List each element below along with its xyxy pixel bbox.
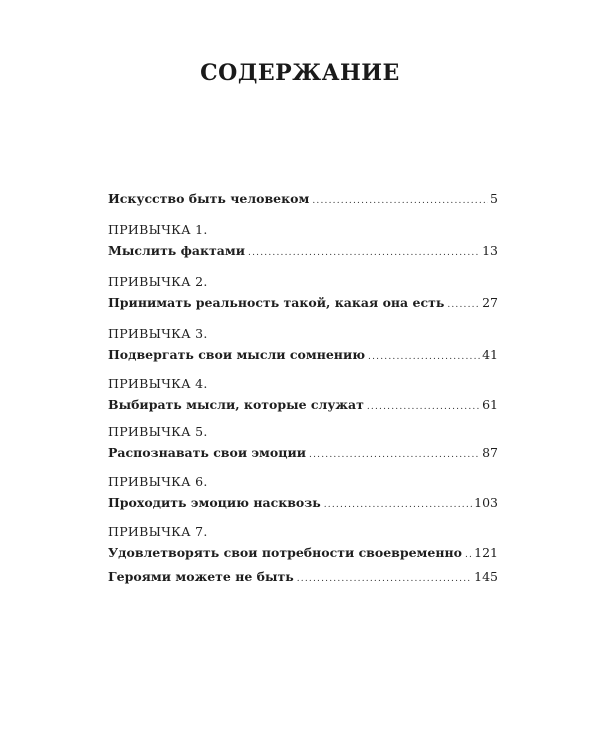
habit-label: ПРИВЫЧКА 7. bbox=[108, 524, 208, 539]
toc-row[interactable] bbox=[108, 492, 498, 514]
dot-leader bbox=[368, 346, 480, 368]
dot-leader bbox=[312, 190, 488, 212]
habit-label: ПРИВЫЧКА 2. bbox=[108, 274, 208, 289]
toc-row[interactable] bbox=[108, 240, 498, 262]
toc-entry bbox=[108, 566, 498, 588]
toc-row[interactable] bbox=[108, 542, 498, 564]
toc-page-number: 121 bbox=[474, 545, 498, 560]
toc-page-number: 87 bbox=[482, 445, 498, 460]
toc-page-number: 61 bbox=[482, 397, 498, 412]
toc-entry bbox=[108, 324, 498, 366]
toc-entry-title: Героями можете не быть bbox=[108, 569, 294, 584]
toc-entry-title: Проходить эмоцию насквозь bbox=[108, 495, 321, 510]
toc-entry bbox=[108, 472, 498, 514]
toc-entry-title: Мыслить фактами bbox=[108, 243, 246, 258]
toc-page-number: 13 bbox=[482, 243, 498, 258]
habit-label: ПРИВЫЧКА 5. bbox=[108, 424, 208, 439]
toc-page-number: 27 bbox=[482, 295, 498, 310]
dot-leader bbox=[297, 568, 472, 590]
toc-entry bbox=[108, 220, 498, 262]
toc-row[interactable] bbox=[108, 188, 498, 210]
toc-page-number: 5 bbox=[490, 191, 498, 206]
toc-row[interactable] bbox=[108, 292, 498, 314]
toc-entry bbox=[108, 422, 498, 464]
toc-entry bbox=[108, 522, 498, 564]
dot-leader bbox=[248, 242, 480, 264]
dot-leader bbox=[465, 544, 472, 566]
habit-label: ПРИВЫЧКА 3. bbox=[108, 326, 208, 341]
toc-entry bbox=[108, 272, 498, 314]
toc-row[interactable] bbox=[108, 566, 498, 588]
dot-leader bbox=[324, 494, 472, 516]
toc-entry-title: Выбирать мысли, которые служат bbox=[108, 397, 364, 412]
habit-label: ПРИВЫЧКА 4. bbox=[108, 376, 208, 391]
toc-row[interactable] bbox=[108, 394, 498, 416]
toc-page-number: 103 bbox=[474, 495, 498, 510]
toc-row[interactable] bbox=[108, 442, 498, 464]
habit-label: ПРИВЫЧКА 1. bbox=[108, 222, 208, 237]
toc-entry-title: Удовлетворять свои потребности своевременно bbox=[108, 545, 462, 560]
toc-entry-title: Принимать реальность такой, какая она есть bbox=[108, 295, 445, 310]
toc-entry-title: Подвергать свои мысли сомнению bbox=[108, 347, 366, 362]
dot-leader bbox=[447, 294, 480, 316]
dot-leader bbox=[309, 444, 480, 466]
dot-leader bbox=[367, 396, 480, 418]
page-title: СОДЕРЖАНИЕ bbox=[200, 60, 400, 86]
toc-page-number: 41 bbox=[482, 347, 498, 362]
toc-entry bbox=[108, 188, 498, 210]
habit-label: ПРИВЫЧКА 6. bbox=[108, 474, 208, 489]
toc-entry-title: Искусство быть человеком bbox=[108, 191, 310, 206]
toc-entry bbox=[108, 374, 498, 416]
toc-page-number: 145 bbox=[474, 569, 498, 584]
toc-entry-title: Распознавать свои эмоции bbox=[108, 445, 307, 460]
toc-row[interactable] bbox=[108, 344, 498, 366]
